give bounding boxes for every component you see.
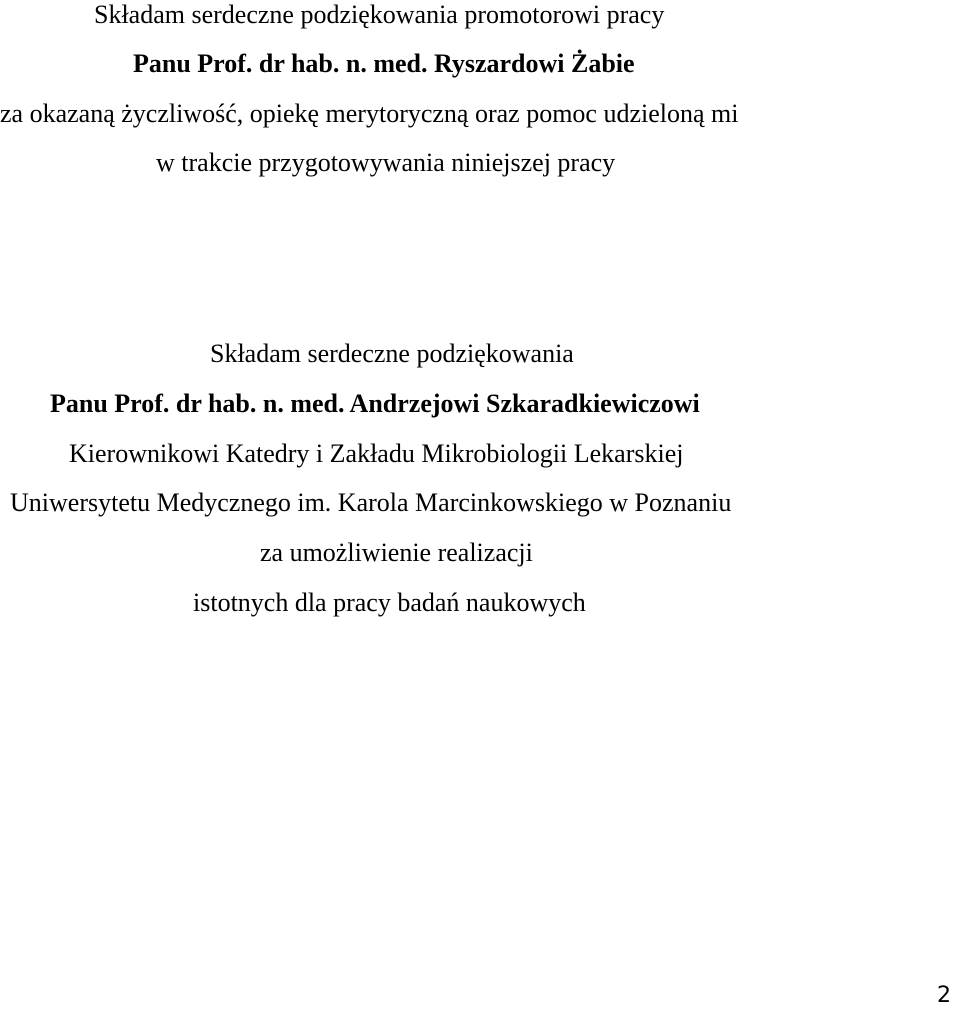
ack2-line-5: za umożliwienie realizacji xyxy=(260,538,533,567)
ack2-line-6: istotnych dla pracy badań naukowych xyxy=(193,588,586,617)
ack2-line-2-name: Panu Prof. dr hab. n. med. Andrzejowi Szkaradkiewiczowi xyxy=(50,389,700,418)
ack1-line-1: Składam serdeczne podziękowania promotorowi pracy xyxy=(94,0,665,29)
ack2-line-1: Składam serdeczne podziękowania xyxy=(210,339,574,368)
ack1-line-2-name: Panu Prof. dr hab. n. med. Ryszardowi Żabie xyxy=(133,49,635,78)
ack1-line-3: za okazaną życzliwość, opiekę merytoryczną oraz pomoc udzieloną mi xyxy=(0,99,739,128)
page-number: 2 xyxy=(937,983,951,1008)
ack2-line-3: Kierownikowi Katedry i Zakładu Mikrobiologii Lekarskiej xyxy=(69,439,684,468)
ack1-line-4: w trakcie przygotowywania niniejszej pracy xyxy=(156,148,616,177)
ack2-line-4: Uniwersytetu Medycznego im. Karola Marcinkowskiego w Poznaniu xyxy=(10,488,732,517)
